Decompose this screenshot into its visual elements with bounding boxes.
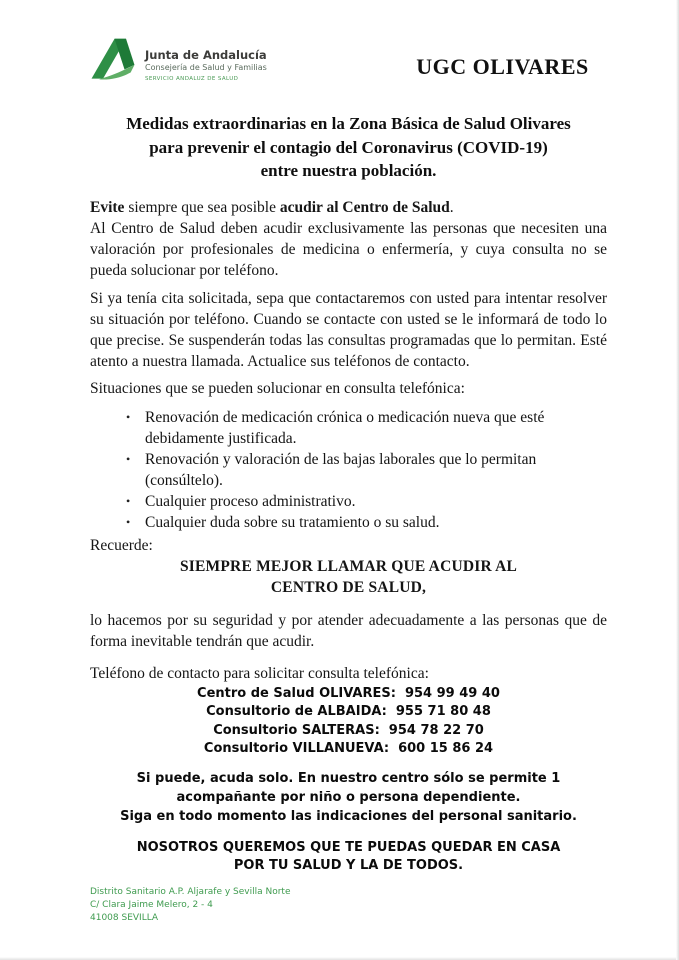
phone-list: [90, 685, 607, 759]
stay-home-line2: POR TU SALUD Y LA DE TODOS.: [233, 857, 464, 873]
paragraph-evite-rest: Al Centro de Salud deben acudir exclusivamente las personas que necesiten una valoración por profesionales de medicina o enfermería, y cuya consulta no se pueda solucionar por teléfono.: [90, 219, 607, 279]
remember-slogan-line1: SIEMPRE MEJOR LLAMAR QUE ACUDIR AL: [179, 557, 518, 575]
phone-number: 954 78 22 70: [388, 722, 484, 738]
companion-notice-line1: Si puede, acuda solo. En nuestro centro sólo se permite 1: [136, 770, 561, 786]
remember-slogan: [90, 556, 607, 599]
document-title-line3: entre nuestra población.: [260, 161, 437, 180]
phone-label: Consultorio de ALBAIDA:: [206, 704, 387, 719]
logo-org-name: Junta de Andalucía: [145, 48, 267, 62]
situations-heading: Situaciones que se pueden solucionar en consulta telefónica:: [90, 379, 465, 397]
phone-entry-villanueva: [90, 740, 607, 759]
list-item: • Cualquier duda sobre su tratamiento o su salud.: [90, 512, 607, 533]
evite-period: .: [449, 198, 454, 216]
phone-number: 600 15 86 24: [398, 741, 494, 756]
list-item: • Cualquier proceso administrativo.: [90, 491, 607, 512]
list-item: • Renovación de medicación crónica o medicación nueva que esté debidamente justificada.: [90, 407, 607, 449]
footer-address: [90, 886, 607, 925]
footer-district: Distrito Sanitario A.P. Aljarafe y Sevilla Norte: [90, 886, 291, 897]
logo-text: [145, 36, 267, 84]
document-title-line1: Medidas extraordinarias en la Zona Básica de Salud Olivares: [126, 114, 571, 133]
document-title: [90, 112, 607, 183]
companion-notice: [90, 769, 607, 826]
header: [90, 36, 607, 92]
footer-street: C/ Clara Jaime Melero, 2 - 4: [90, 899, 213, 910]
companion-notice-line2: acompañante por niño o persona dependiente.: [176, 789, 521, 805]
logo-department: Consejería de Salud y Familias: [145, 63, 267, 72]
phone-label: Consultorio SALTERAS:: [213, 722, 380, 738]
junta-de-andalucia-a-icon: [90, 36, 136, 86]
paragraph-evite-lead: [90, 197, 607, 218]
companion-notice-line3: Siga en todo momento las indicaciones del personal sanitario.: [120, 808, 577, 824]
phones-heading: Teléfono de contacto para solicitar consulta telefónica:: [90, 664, 429, 682]
acudir-bold: acudir al Centro de Salud: [279, 198, 450, 216]
paragraph-cita: Si ya tenía cita solicitada, sepa que contactaremos con usted para intentar resolver su situación por teléfono. Cuando se contacte con usted se le informará de todo lo que precise. Se suspenderán todas las consultas programadas que lo permitan. Esté atento a nuestra llamada. Actualice sus teléfonos de contacto.: [90, 289, 607, 370]
logo-service: SERVICIO ANDALUZ DE SALUD: [145, 76, 239, 82]
document-title-line2: para prevenir el contagio del Coronavirus (COVID-19): [149, 137, 548, 157]
paragraph-seguridad: lo hacemos por su seguridad y por atender adecuadamente a las personas que de forma inevitable tendrán que acudir.: [90, 611, 607, 650]
remember-label: Recuerde:: [90, 536, 153, 554]
phone-label: Centro de Salud OLIVARES:: [197, 685, 396, 701]
paragraph-evite: [90, 197, 607, 281]
footer-city: 41008 SEVILLA: [90, 912, 159, 923]
phone-label: Consultorio VILLANUEVA:: [203, 741, 390, 756]
phone-number: 955 71 80 48: [395, 704, 491, 719]
stay-home-message: [90, 839, 607, 875]
phone-number: 954 99 49 40: [404, 685, 500, 701]
phone-entry-salteras: [90, 722, 607, 741]
evite-bold: Evite: [90, 198, 125, 216]
remember-slogan-line2: CENTRO DE SALUD,: [270, 579, 427, 596]
situations-list: [90, 407, 607, 533]
unit-title: UGC OLIVARES: [416, 54, 589, 79]
stay-home-line1: NOSOTROS QUEREMOS QUE TE PUEDAS QUEDAR EN CASA: [136, 839, 561, 855]
evite-normal: siempre que sea posible: [124, 198, 280, 216]
phone-entry-olivares: [90, 685, 607, 704]
list-item: • Renovación y valoración de las bajas laborales que lo permitan (consúltelo).: [90, 449, 607, 491]
phone-entry-albaida: [90, 703, 607, 722]
